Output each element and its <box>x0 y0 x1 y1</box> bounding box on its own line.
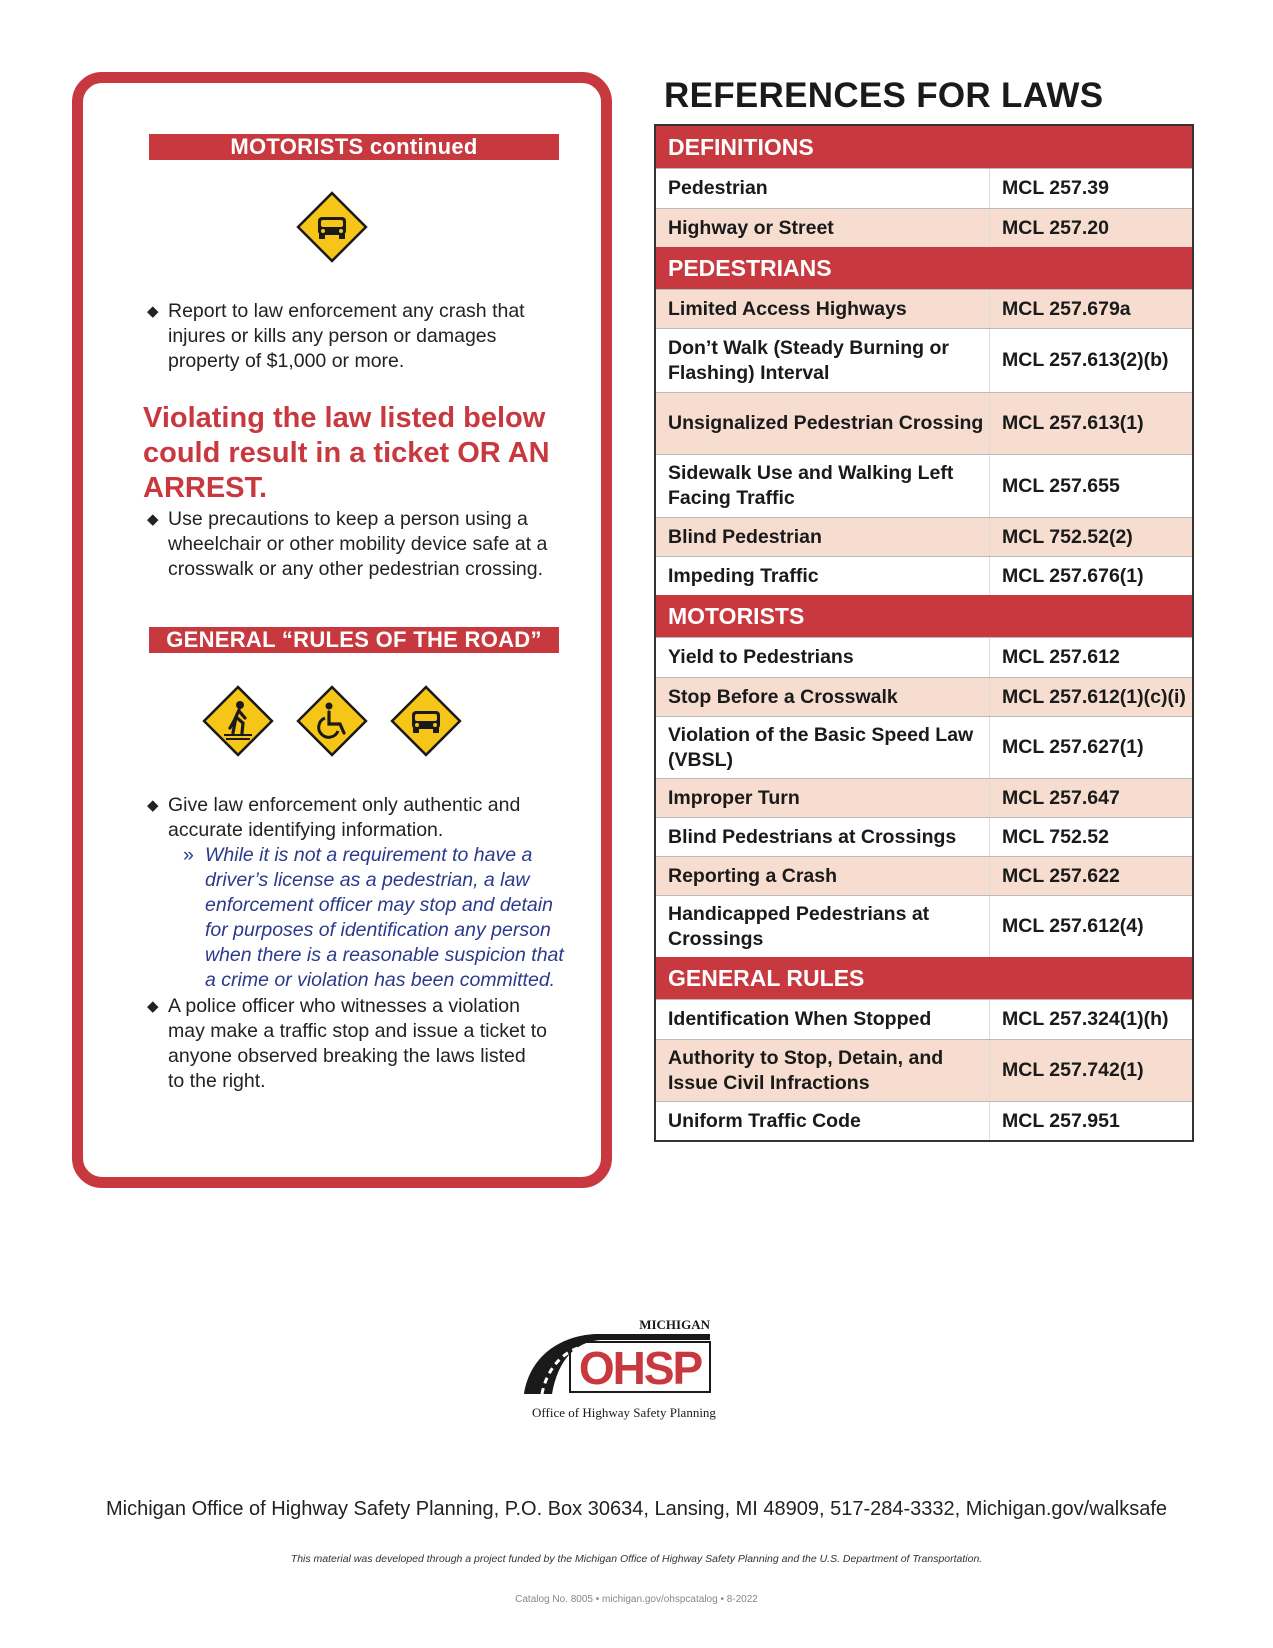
law-name: Highway or Street <box>668 216 834 239</box>
motorists-panel <box>72 72 612 1188</box>
table-row <box>656 999 1192 1039</box>
law-name: Violation of the Basic Speed Law (VBSL) <box>668 723 974 771</box>
law-reference: MCL 257.612 <box>989 638 1192 677</box>
general-rules-title: GENERAL “RULES OF THE ROAD” <box>149 627 559 653</box>
bullet-identifying-info <box>147 793 567 993</box>
logo-top-text: MICHIGAN <box>639 1317 710 1332</box>
table-row <box>656 517 1192 556</box>
law-reference: MCL 257.676(1) <box>989 557 1192 595</box>
law-reference: MCL 257.647 <box>989 779 1192 817</box>
law-reference: MCL 257.612(4) <box>989 896 1192 957</box>
logo-mark: OHSP <box>578 1342 702 1394</box>
section-header-definitions <box>656 126 1192 168</box>
law-name: Uniform Traffic Code <box>668 1109 861 1132</box>
footer-catalog: Catalog No. 8005 • michigan.gov/ohspcatalog • 8-2022 <box>515 1594 758 1605</box>
bullet-report-crash <box>147 299 547 374</box>
table-row <box>656 856 1192 895</box>
bullet-text: Give law enforcement only authentic and accurate identifying information. <box>168 794 521 841</box>
table-row <box>656 1101 1192 1140</box>
law-name: Sidewalk Use and Walking Left Facing Traffic <box>668 462 954 509</box>
footer-funding-note: This material was developed through a project funded by the Michigan Office of Highway Safety Planning and the U.S. Department of Transportation. <box>290 1553 983 1565</box>
bullet-diamond-icon: ◆ <box>147 303 159 320</box>
bullet-text: Use precautions to keep a person using a wheelchair or other mobility device safe at a crosswalk or any other pedestrian crossing. <box>168 508 548 580</box>
table-row <box>656 289 1192 328</box>
law-name: Don’t Walk (Steady Burning or Flashing) Interval <box>668 336 949 384</box>
table-row <box>656 895 1192 957</box>
arrest-warning: Violating the law listed below could result in a ticket OR AN ARREST. <box>143 402 550 504</box>
law-reference: MCL 257.39 <box>989 169 1192 208</box>
ohsp-logo <box>520 1316 750 1426</box>
law-reference: MCL 257.613(2)(b) <box>989 329 1192 392</box>
law-reference: MCL 257.612(1)(c)(i) <box>989 678 1192 716</box>
sub-bullet-arrow-icon: » <box>183 844 194 866</box>
table-row <box>656 208 1192 247</box>
footer-address: Michigan Office of Highway Safety Planning, P.O. Box 30634, Lansing, MI 48909, 517-284-3332, Michigan.gov/walksafe <box>105 1498 1167 1520</box>
wheelchair-sign-icon <box>292 681 372 761</box>
law-reference: MCL 257.951 <box>989 1102 1192 1140</box>
section-header-pedestrians <box>656 247 1192 289</box>
bullet-text: Report to law enforcement any crash that injures or kills any person or damages property of $1,000 or more. <box>168 300 525 372</box>
references-table <box>654 124 1194 1142</box>
bullet-diamond-icon: ◆ <box>147 797 159 814</box>
motorists-continued-title: MOTORISTS continued <box>149 134 559 160</box>
law-name: Unsignalized Pedestrian Crossing <box>668 412 984 434</box>
law-name: Improper Turn <box>668 786 800 809</box>
table-row <box>656 328 1192 392</box>
law-name: Pedestrian <box>668 177 768 199</box>
table-row <box>656 637 1192 677</box>
bullet-traffic-stop <box>147 994 547 1094</box>
law-name: Blind Pedestrians at Crossings <box>668 825 957 848</box>
law-name: Reporting a Crash <box>668 864 838 887</box>
bullet-wheelchair <box>147 507 567 582</box>
bullet-text: A police officer who witnesses a violation may make a traffic stop and issue a ticket to anyone observed breaking the laws listed to the right. <box>168 995 547 1092</box>
table-row <box>656 778 1192 817</box>
sub-bullet-identification <box>183 843 567 993</box>
law-name: Limited Access Highways <box>668 297 907 320</box>
law-reference: MCL 257.324(1)(h) <box>989 1000 1192 1039</box>
section-header-motorists <box>656 595 1192 637</box>
car-sign-icon <box>292 187 372 267</box>
table-row <box>656 677 1192 716</box>
sub-bullet-text: While it is not a requirement to have a driver’s license as a pedestrian, a law enforcement officer may stop and detain for purposes of identification any person when there is a reasonable suspicion that a crime or violation has been committed. <box>205 844 564 991</box>
law-reference: MCL 257.20 <box>989 209 1192 247</box>
table-row <box>656 1039 1192 1101</box>
law-name: Stop Before a Crosswalk <box>668 685 898 708</box>
section-header-label: GENERAL RULES <box>668 964 865 991</box>
law-name: Authority to Stop, Detain, and Issue Civil Infractions <box>668 1046 944 1094</box>
general-sign-row <box>73 681 591 761</box>
table-row <box>656 716 1192 778</box>
section-header-label: MOTORISTS <box>668 602 805 629</box>
table-row <box>656 817 1192 856</box>
law-reference: MCL 257.655 <box>989 455 1192 517</box>
section-header-general-rules <box>656 957 1192 999</box>
bullet-diamond-icon: ◆ <box>147 998 159 1015</box>
logo-bottom-text: Office of Highway Safety Planning <box>532 1405 716 1420</box>
section-header-label: DEFINITIONS <box>668 133 814 160</box>
law-reference: MCL 257.613(1) <box>989 393 1192 454</box>
law-reference: MCL 257.742(1) <box>989 1040 1192 1101</box>
section-header-label: PEDESTRIANS <box>668 254 832 281</box>
car-sign-icon <box>386 681 466 761</box>
law-reference: MCL 752.52(2) <box>989 518 1192 556</box>
bullet-diamond-icon: ◆ <box>147 511 159 528</box>
references-title: REFERENCES FOR LAWS <box>664 76 1104 115</box>
law-name: Impeding Traffic <box>668 564 819 587</box>
law-name: Identification When Stopped <box>668 1008 932 1030</box>
law-name: Blind Pedestrian <box>668 525 822 548</box>
table-row <box>656 556 1192 595</box>
law-name: Yield to Pedestrians <box>668 646 854 668</box>
law-reference: MCL 257.627(1) <box>989 717 1192 778</box>
table-row <box>656 168 1192 208</box>
table-row <box>656 392 1192 454</box>
table-row <box>656 454 1192 517</box>
law-reference: MCL 257.679a <box>989 290 1192 328</box>
motorists-sign-row <box>73 187 591 267</box>
law-name: Handicapped Pedestrians at Crossings <box>668 902 930 950</box>
law-reference: MCL 752.52 <box>989 818 1192 856</box>
pedestrian-sign-icon <box>198 681 278 761</box>
law-reference: MCL 257.622 <box>989 857 1192 895</box>
